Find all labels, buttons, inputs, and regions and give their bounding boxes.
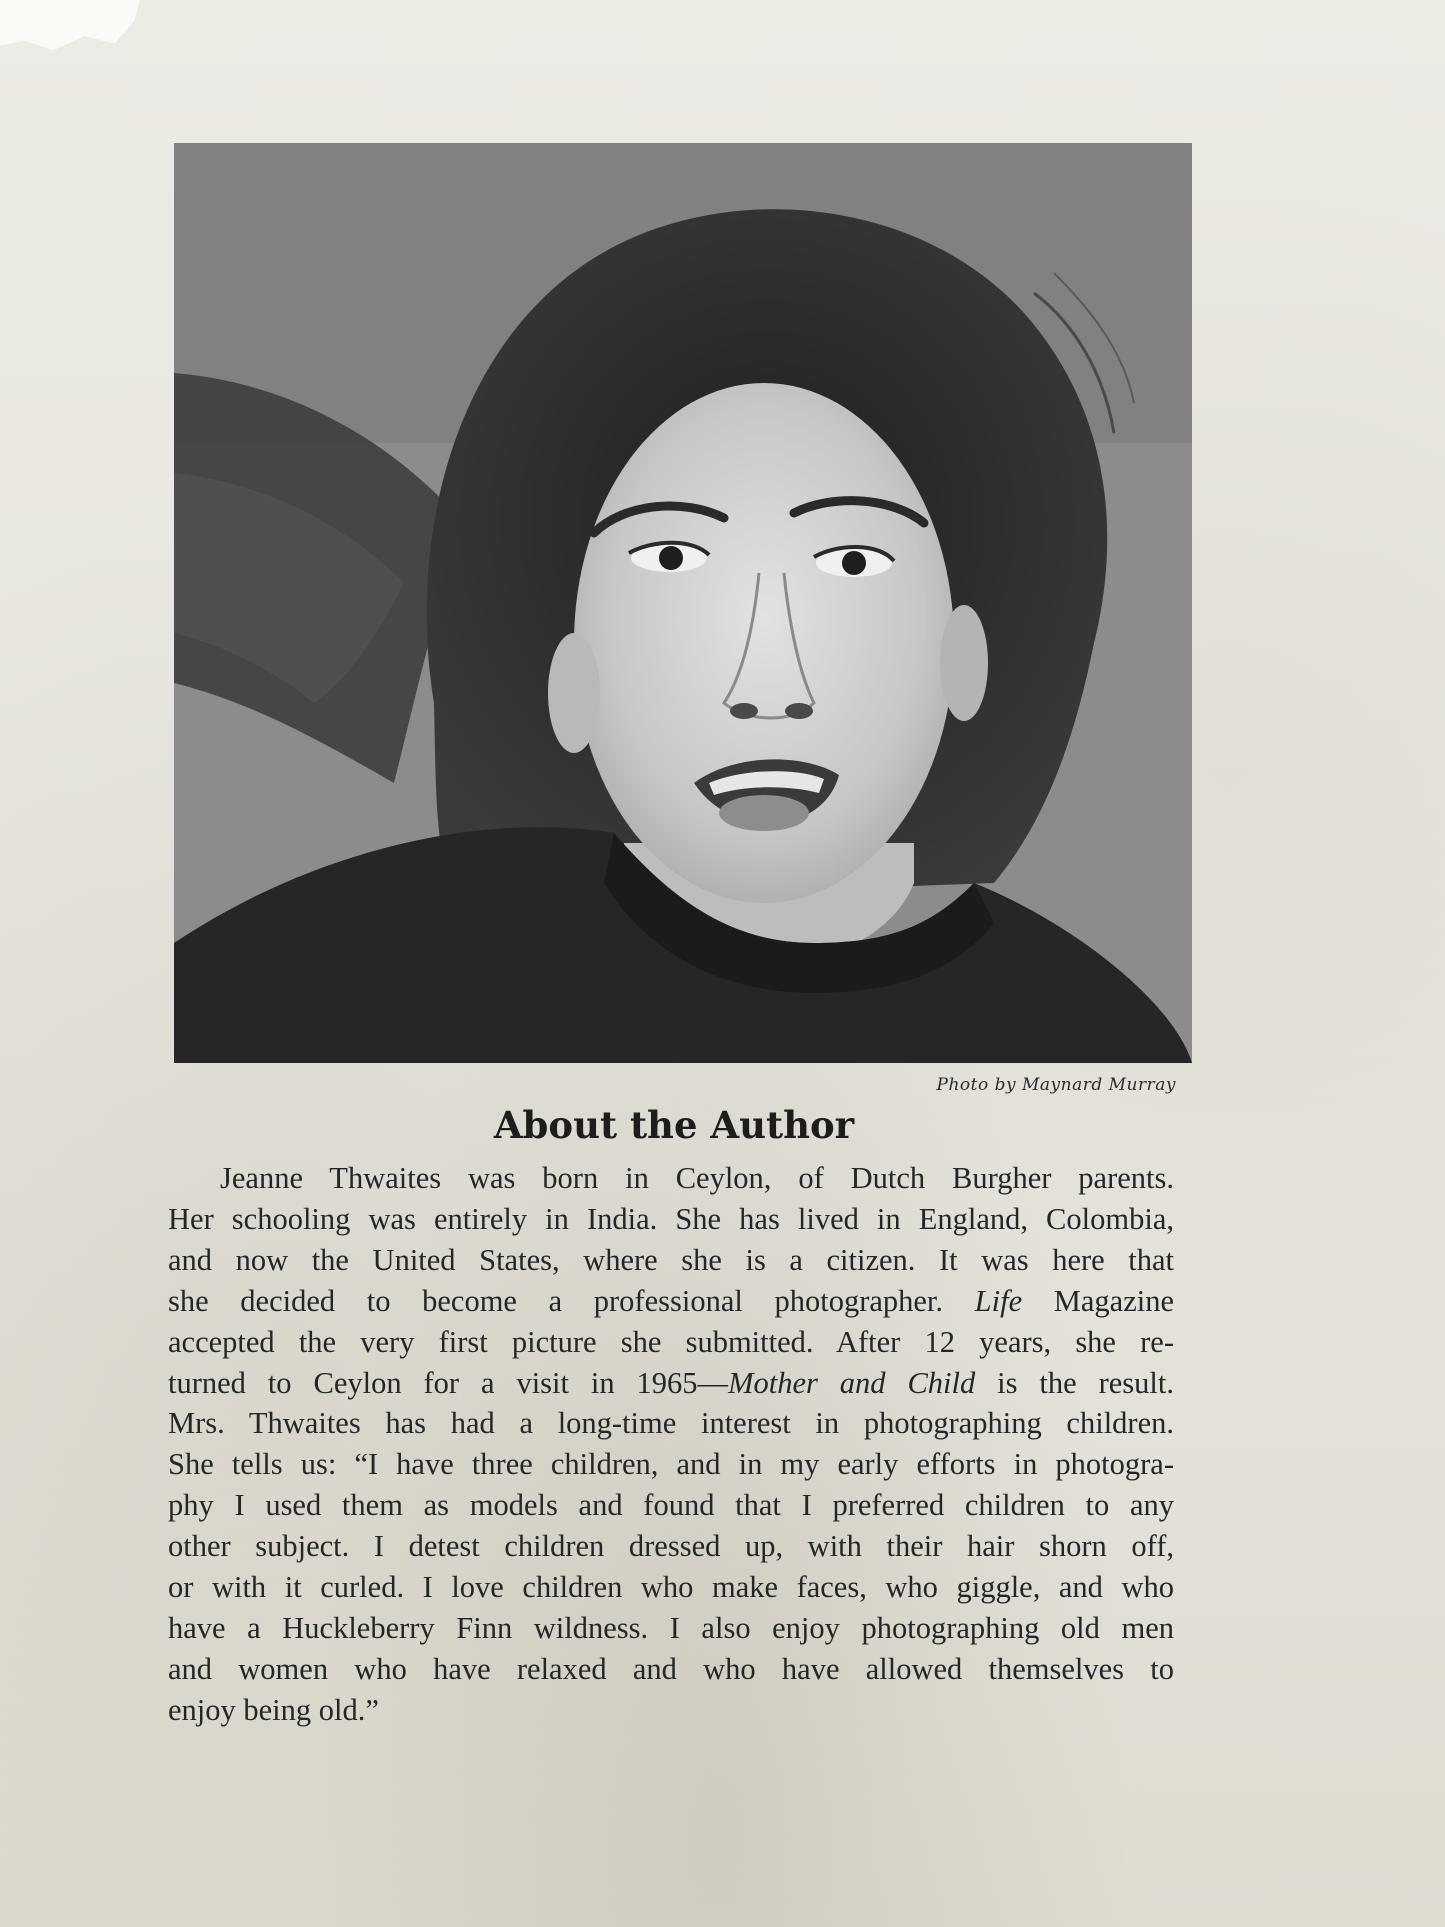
bio-line: and now the United States, where she is a citizen. It was here that — [168, 1242, 1174, 1277]
photo-credit: Photo by Maynard Murray — [936, 1075, 1176, 1095]
bio-text: Magazine — [1053, 1283, 1175, 1318]
bio-line: other subject. I detest children dressed up, with their hair shorn off, — [168, 1529, 1174, 1564]
author-bio — [168, 1158, 1174, 1731]
bio-line: Her schooling was entirely in India. She has lived in England, Colombia, — [168, 1201, 1174, 1236]
bio-line — [168, 1363, 1174, 1404]
bio-line — [168, 1281, 1174, 1322]
bio-line: and women who have relaxed and who have allowed themselves to — [168, 1651, 1174, 1686]
bio-line: accepted the very first picture she submitted. After 12 years, she re- — [168, 1324, 1174, 1359]
torn-paper-corner — [0, 0, 140, 70]
author-portrait-illustration — [174, 143, 1192, 1063]
book-title: Mother and Child — [728, 1365, 976, 1400]
bio-line: or with it curled. I love children who make faces, who giggle, and who — [168, 1570, 1174, 1605]
bio-line: Mrs. Thwaites has had a long-time interest in photographing children. — [168, 1406, 1174, 1441]
section-heading: About the Author — [493, 1103, 855, 1147]
author-photo — [174, 143, 1192, 1063]
bio-line: Jeanne Thwaites was born in Ceylon, of Dutch Burgher parents. — [220, 1161, 1174, 1195]
bio-text: she decided to become a professional photographer. — [168, 1283, 944, 1318]
bio-text: turned to Ceylon for a visit in 1965— — [168, 1365, 729, 1400]
bio-line: enjoy being old.” — [168, 1692, 379, 1727]
bio-text: is the result. — [997, 1365, 1174, 1400]
magazine-title: Life — [974, 1283, 1023, 1318]
bio-line: phy I used them as models and found that I preferred children to any — [168, 1488, 1174, 1523]
bio-line: She tells us: “I have three children, and in my early efforts in photogra- — [168, 1447, 1174, 1482]
bio-line: have a Huckleberry Finn wildness. I also enjoy photographing old men — [168, 1610, 1174, 1645]
